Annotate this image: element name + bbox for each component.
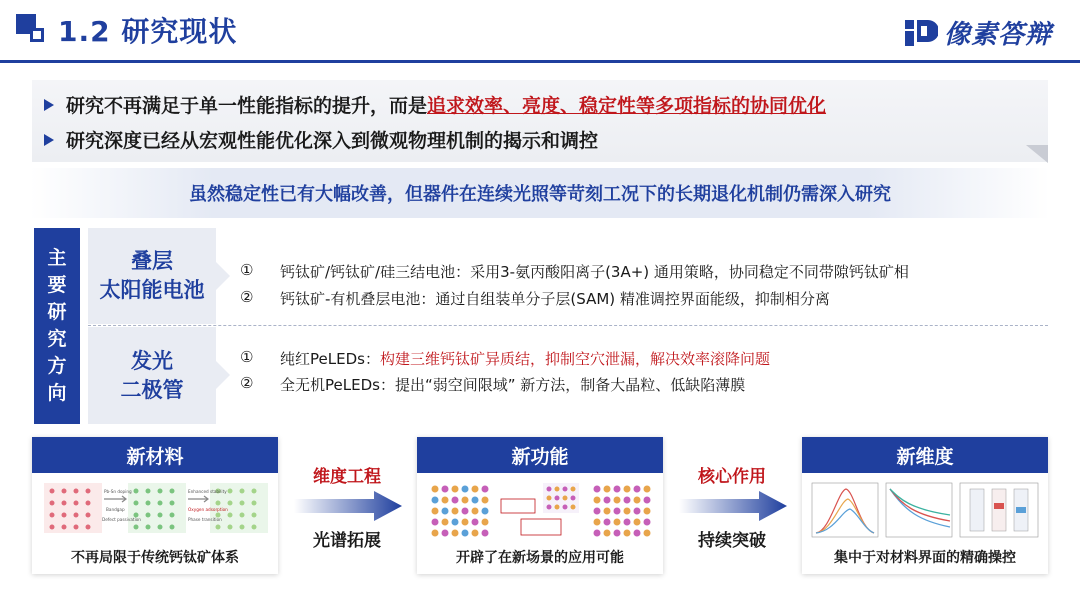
category-name-line: 发光 bbox=[131, 348, 173, 373]
bullet-1-text: 研究不再满足于单一性能指标的提升，而是 bbox=[66, 95, 428, 117]
page-title: 1.2 研究现状 bbox=[58, 15, 238, 48]
card-caption: 开辟了在新场景的应用可能 bbox=[456, 550, 624, 566]
brand-logo bbox=[904, 14, 1052, 51]
category-divider bbox=[88, 325, 1048, 326]
connector-top-label: 核心作用 bbox=[698, 467, 766, 487]
image-label: Defect passivation bbox=[102, 517, 141, 522]
item-text: 纯红PeLEDs： bbox=[280, 350, 380, 368]
item-text: 钙钛矿/钙钛矿/硅三结电池：采用3-氨丙酸阳离子(3A+) 通用策略，协同稳定不同带隙钙钛矿相 bbox=[280, 263, 909, 281]
connector-1 bbox=[282, 462, 412, 487]
panel-fold-corner bbox=[1026, 145, 1048, 163]
bullet-2-text: 研究深度已经从宏观性能优化深入到微观物理机制的揭示和调控 bbox=[66, 130, 599, 152]
side-char: 究 bbox=[47, 328, 67, 350]
bullet-1 bbox=[44, 91, 826, 118]
card-new-dimension bbox=[802, 437, 1048, 574]
category-arrow-icon bbox=[216, 361, 230, 389]
image-label: Enhanced stability bbox=[188, 489, 227, 494]
triangle-bullet-icon bbox=[44, 134, 54, 146]
direction-item bbox=[240, 288, 830, 309]
dimension-plots-image bbox=[810, 481, 1040, 541]
header-divider bbox=[0, 60, 1080, 63]
connector-bottom-label: 持续突破 bbox=[698, 531, 766, 551]
item-text: 钙钛矿-有机叠层电池：通过自组装单分子层(SAM) 精准调控界面能级，抑制相分离 bbox=[280, 290, 830, 308]
item-number: ② bbox=[240, 288, 254, 306]
category-led bbox=[88, 327, 216, 424]
item-highlight: 构建三维钙钛矿异质结，抑制空穴泄漏，解决效率滚降问题 bbox=[379, 350, 770, 368]
item-number: ① bbox=[240, 348, 254, 366]
connector-1-bottom bbox=[282, 526, 412, 551]
card-caption: 集中于对材料界面的精确操控 bbox=[834, 550, 1016, 566]
directions-side-label bbox=[34, 228, 80, 424]
card-title: 新材料 bbox=[32, 437, 278, 473]
material-structure-image bbox=[40, 481, 270, 541]
arrow-right-icon bbox=[294, 491, 402, 521]
connector-2-bottom bbox=[667, 526, 797, 551]
brand-mark-icon bbox=[904, 18, 938, 48]
connector-top-label: 维度工程 bbox=[313, 467, 381, 487]
category-name-line: 二极管 bbox=[120, 377, 184, 402]
direction-item bbox=[240, 261, 909, 282]
title-square-outline-icon bbox=[30, 28, 44, 42]
image-label: Pb-Sn doping bbox=[104, 489, 132, 494]
side-char: 要 bbox=[47, 274, 67, 296]
image-label: Oxygen adsorption bbox=[188, 507, 228, 512]
item-text: 全无机PeLEDs：提出“弱空间限域” 新方法，制备大晶粒、低缺陷薄膜 bbox=[280, 376, 746, 394]
card-new-material bbox=[32, 437, 278, 574]
card-title: 新维度 bbox=[802, 437, 1048, 473]
category-name-line: 叠层 bbox=[131, 249, 173, 273]
item-number: ① bbox=[240, 261, 254, 279]
function-structure-image bbox=[425, 481, 655, 541]
category-name-line: 太阳能电池 bbox=[99, 278, 205, 302]
connector-bottom-label: 光谱拓展 bbox=[313, 531, 381, 551]
triangle-bullet-icon bbox=[44, 99, 54, 111]
image-label: Bandgap bbox=[106, 507, 125, 512]
brand-name: 像素答辩 bbox=[943, 20, 1052, 50]
side-char: 向 bbox=[47, 382, 67, 404]
side-char: 方 bbox=[47, 355, 67, 377]
side-char: 主 bbox=[47, 247, 67, 269]
side-char: 研 bbox=[47, 301, 67, 323]
card-new-function bbox=[417, 437, 663, 574]
card-caption: 不再局限于传统钙钛矿体系 bbox=[71, 550, 239, 566]
item-number: ② bbox=[240, 374, 254, 392]
image-label: Phase transition bbox=[188, 517, 222, 522]
arrow-right-icon bbox=[679, 491, 787, 521]
key-statement-ribbon: 虽然稳定性已有大幅改善，但器件在连续光照等苛刻工况下的长期退化机制仍需深入研究 bbox=[30, 168, 1050, 218]
connector-2 bbox=[667, 462, 797, 487]
bullet-2 bbox=[44, 126, 598, 153]
direction-item bbox=[240, 374, 745, 395]
card-title: 新功能 bbox=[417, 437, 663, 473]
category-arrow-icon bbox=[216, 262, 230, 290]
category-tandem-solar bbox=[88, 228, 216, 324]
direction-item bbox=[240, 348, 770, 369]
bullet-1-highlight: 追求效率、亮度、稳定性等多项指标的协同优化 bbox=[427, 95, 827, 117]
